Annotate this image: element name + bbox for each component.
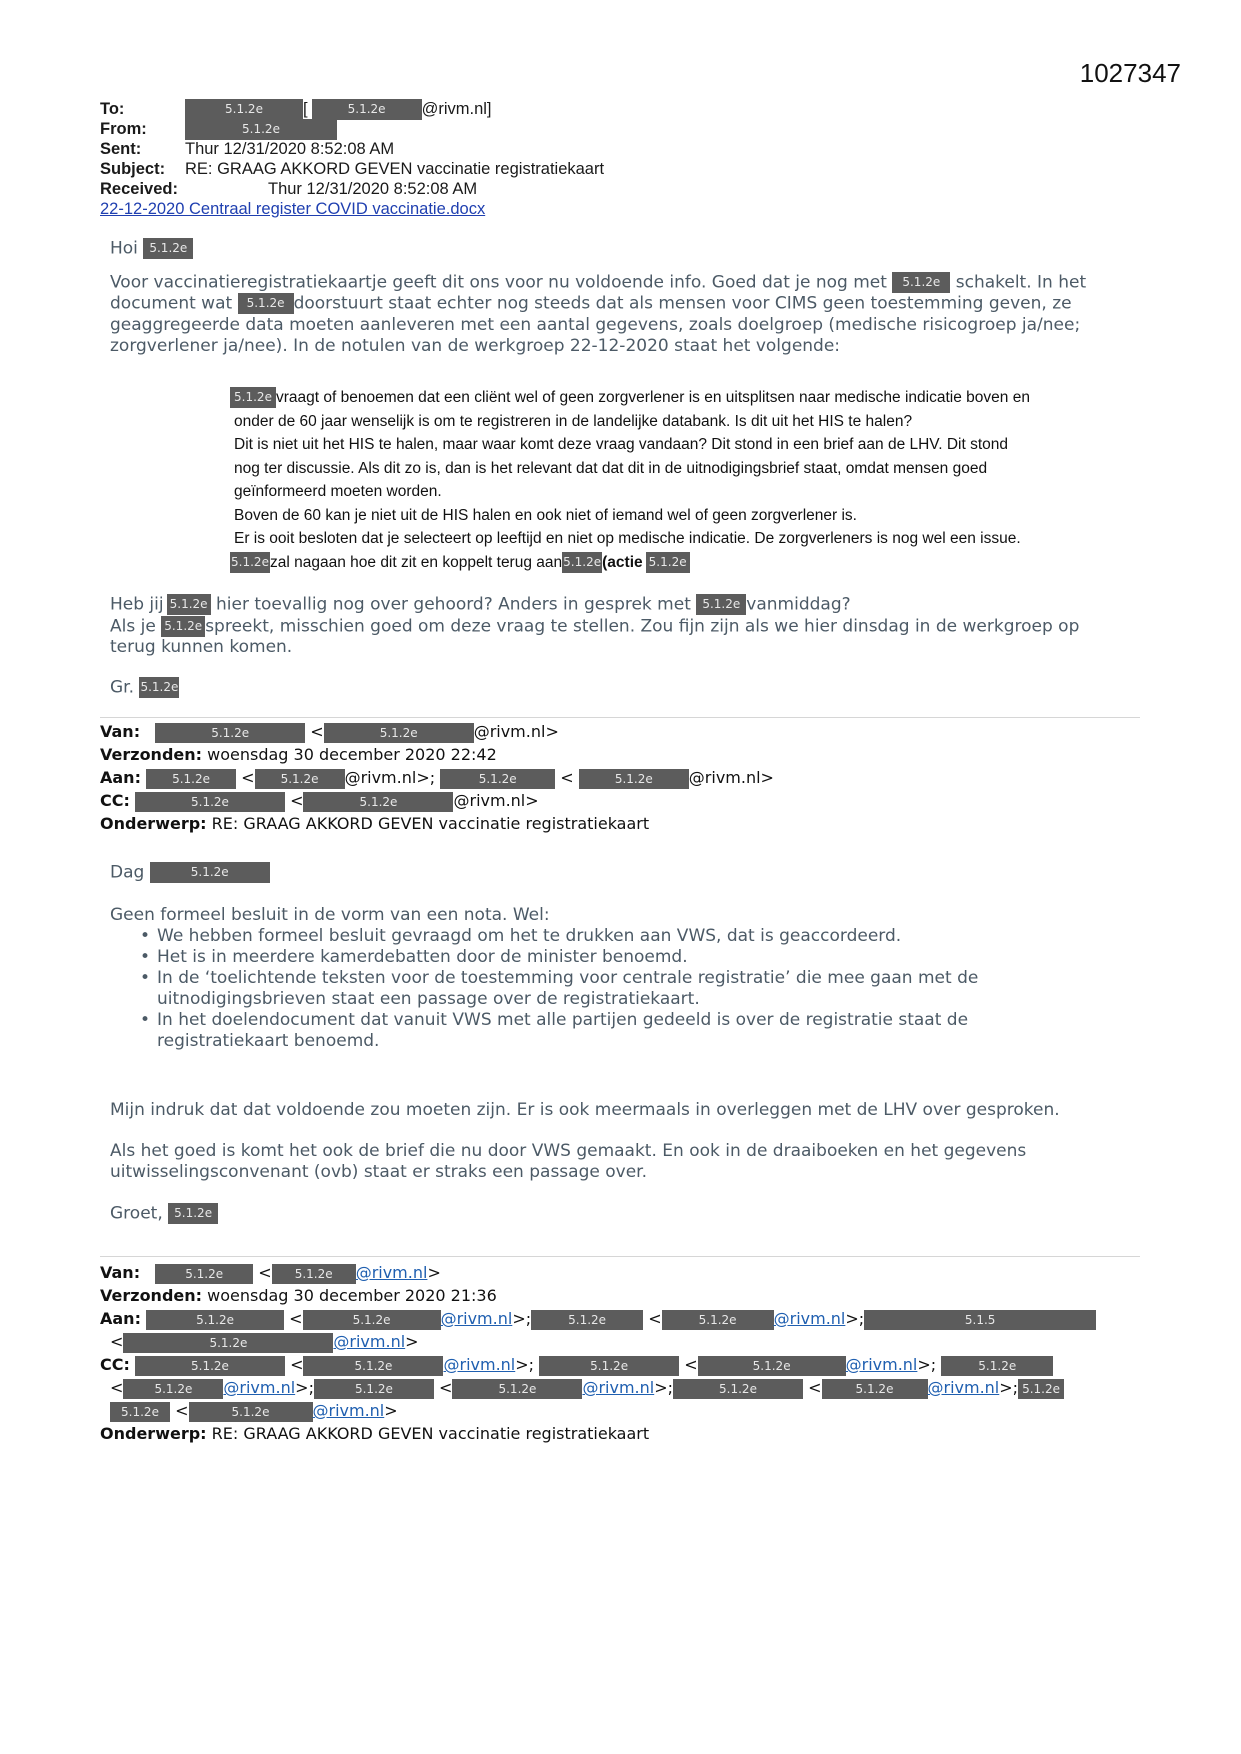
cc-row [100, 789, 774, 812]
redaction: 5.1.2e [185, 119, 337, 140]
redaction: 5.1.2e [698, 1356, 846, 1376]
redaction: 5.1.2e [696, 594, 746, 615]
text: > [405, 1332, 419, 1351]
text: Als je [110, 616, 156, 636]
to-label: To: [100, 100, 125, 118]
received-value: Thur 12/31/2020 8:52:08 AM [268, 180, 478, 198]
redaction: 5.1.2e [161, 616, 205, 637]
text: Heb jij [110, 594, 164, 615]
text: < [289, 1309, 303, 1328]
text: < [808, 1378, 822, 1397]
text: >; [654, 1378, 673, 1397]
paragraph: Als het goed is komt het ook de brief die nu door VWS gemaakt. En ook in de draaiboeken en het gegevens [110, 1140, 1027, 1161]
quote-line: onder de 60 jaar wenselijk is om te registreren in de landelijke databank. Is dit uit het HIS te halen? [234, 412, 913, 430]
redaction: 5.1.2e [892, 272, 950, 293]
subject-value: RE: GRAAG AKKORD GEVEN vaccinatie registratiekaart [185, 160, 605, 178]
email-header [100, 99, 604, 219]
text: spreekt, misschien goed om deze vraag te stellen. Zou fijn zijn als we hier dinsdag in de werkgroep op [205, 616, 1080, 636]
list-item: • Het is in meerdere kamerdebatten door de minister benoemd. [157, 947, 1140, 968]
redaction: 5.1.2e [155, 1264, 253, 1284]
aan-label: Aan: [100, 768, 141, 787]
text: schakelt. In het [955, 272, 1087, 292]
signoff: Groet, [110, 1203, 163, 1223]
cc-row-continued [100, 1376, 1096, 1399]
quote-line [230, 386, 1130, 410]
cc-label: CC: [100, 791, 130, 810]
to-row [100, 99, 604, 119]
text: document wat [110, 293, 233, 314]
van-row [100, 720, 774, 743]
text: >; [917, 1355, 937, 1374]
email-link[interactable]: @rivm.nl [440, 1309, 513, 1328]
paragraph: Geen formeel besluit in de vorm van een nota. Wel: [110, 904, 550, 925]
paragraph: Mijn indruk dat dat voldoende zou moeten zijn. Er is ook meermaals in overleggen met de LHV over gesproken. [110, 1099, 1060, 1120]
text: < [110, 1332, 124, 1351]
redaction: 5.1.2e [646, 552, 690, 573]
email-link[interactable]: @rivm.nl [355, 1263, 428, 1282]
redaction: 5.1.5 [864, 1310, 1096, 1330]
list-item: • We hebben formeel besluit gevraagd om het te drukken aan VWS, dat is geaccordeerd. [157, 926, 1140, 947]
redaction: 5.1.2e [143, 238, 193, 259]
text: < [560, 768, 574, 787]
attachment-link[interactable]: 22-12-2020 Centraal register COVID vaccinatie.docx [100, 200, 486, 218]
redaction: 5.1.2e [123, 1379, 223, 1399]
redaction: 5.1.2e [135, 792, 285, 812]
to-bracket: [ [303, 100, 308, 118]
text: > [384, 1401, 398, 1420]
aan-row [100, 766, 774, 789]
text: < [648, 1309, 662, 1328]
email-link[interactable]: @rivm.nl [582, 1378, 655, 1397]
redaction: 5.1.2e [452, 1379, 582, 1399]
redaction: 5.1.2e [303, 1356, 443, 1376]
redaction: 5.1.2e [167, 594, 211, 615]
received-label: Received: [100, 180, 178, 198]
redaction: 5.1.2e [135, 1356, 285, 1376]
text: zal nagaan hoe dit zit en koppelt terug aan [270, 553, 563, 571]
greeting: Dag [110, 862, 145, 883]
text: doorstuurt staat echter nog steeds dat als mensen voor CIMS geen toestemming geven, ze [293, 293, 1072, 314]
redaction: 5.1.2e [146, 769, 236, 789]
aan-row-continued [100, 1330, 1096, 1353]
redaction: 5.1.2e [168, 1203, 218, 1224]
greeting: Hoi [110, 238, 138, 259]
redaction: 5.1.2e [238, 293, 294, 314]
paragraph [110, 594, 1140, 616]
bullet-list [110, 926, 1140, 1052]
forward-header-2 [100, 1261, 1096, 1445]
redaction: 5.1.2e [673, 1379, 803, 1399]
email-body-2 [110, 862, 1140, 1224]
signoff-line [110, 677, 1140, 699]
email-body-1-continued [110, 594, 1140, 699]
text: @rivm.nl> [453, 791, 539, 810]
cc-label: CC: [100, 1355, 130, 1374]
greeting-line [110, 238, 1140, 260]
van-row [100, 1261, 1096, 1284]
document-number: 1027347 [1079, 58, 1181, 88]
redaction: 5.1.2e [230, 387, 276, 408]
redaction: 5.1.2e [230, 552, 270, 573]
paragraph: zorgverlener ja/nee). In de notulen van de werkgroep 22-12-2020 staat het volgende: [110, 335, 841, 356]
redaction: 5.1.2e [531, 1310, 643, 1330]
redaction: 5.1.2e [662, 1310, 774, 1330]
redaction: 5.1.2e [255, 769, 345, 789]
subject-row [100, 159, 604, 179]
email-link[interactable]: @rivm.nl [443, 1355, 516, 1374]
redaction: 5.1.2e [579, 769, 689, 789]
verzonden-row [100, 743, 774, 766]
redaction: 5.1.2e [1018, 1379, 1064, 1399]
sent-value: Thur 12/31/2020 8:52:08 AM [185, 140, 395, 158]
redaction: 5.1.2e [110, 1402, 170, 1422]
email-link[interactable]: @rivm.nl [223, 1378, 296, 1397]
text: < [439, 1378, 453, 1397]
verzonden-value: woensdag 30 december 2020 21:36 [207, 1286, 497, 1305]
redaction: 5.1.2e [562, 552, 602, 573]
paragraph: uitwisselingsconvenant (ovb) staat er straks een passage over. [110, 1161, 647, 1182]
text: < [310, 722, 324, 741]
aan-row [100, 1307, 1096, 1330]
text: > [427, 1263, 441, 1282]
quote-line: Er is ooit besloten dat je selecteert op leeftijd en niet op medische indicatie. De zorgverleners is nog wel een issue. [234, 530, 1021, 547]
text: vanmiddag? [746, 594, 851, 615]
onderwerp-value: RE: GRAAG AKKORD GEVEN vaccinatie registratiekaart [211, 1424, 650, 1443]
verzonden-row [100, 1284, 1096, 1307]
text: >; [845, 1309, 865, 1328]
text: >; [295, 1378, 314, 1397]
redaction: 5.1.2e [440, 769, 555, 789]
cc-row [100, 1353, 1096, 1376]
signoff: Gr. [110, 677, 135, 698]
paragraph: geaggregeerde data moeten aanleveren met een aantal gegevens, zoals doelgroep (medische risicogroep ja/nee; [110, 314, 1081, 335]
redaction: 5.1.2e [314, 1379, 434, 1399]
email-link[interactable]: @rivm.nl [773, 1309, 846, 1328]
text: >; [999, 1378, 1019, 1397]
redaction: 5.1.2e [303, 792, 453, 812]
text: < [241, 768, 255, 787]
text: < [258, 1263, 272, 1282]
quote-line: nog ter discussie. Als dit zo is, dan is het relevant dat dat dit in de uitnodigingsbrief staat, omdat mensen goed [234, 459, 988, 477]
list-item: • In het doelendocument dat vanuit VWS met alle partijen gedeeld is over de registratie staat de registratiekaart benoemd. [157, 1010, 1047, 1052]
redaction: 5.1.2e [146, 1310, 284, 1330]
quote-line: geïnformeerd moeten worden. [234, 483, 442, 500]
separator [100, 717, 1140, 718]
redaction: 5.1.2e [150, 862, 270, 883]
signoff-line [110, 1203, 1140, 1225]
email-link[interactable]: @rivm.nl [312, 1401, 385, 1420]
cc-row-continued-2 [100, 1399, 1096, 1422]
paragraph [110, 293, 1140, 315]
verzonden-label: Verzonden: [100, 745, 203, 764]
onderwerp-value: RE: GRAAG AKKORD GEVEN vaccinatie registratiekaart [211, 814, 650, 833]
paragraph: terug kunnen komen. [110, 637, 293, 657]
redaction: 5.1.2e [303, 1310, 441, 1330]
redaction: 5.1.2e [312, 99, 422, 120]
onderwerp-label: Onderwerp: [100, 1424, 207, 1443]
redaction: 5.1.2e [822, 1379, 928, 1399]
text: hier toevallig nog over gehoord? Anders in gesprek met [216, 594, 691, 615]
text: vraagt of benoemen dat een cliënt wel of geen zorgverlener is en uitsplitsen naar medische indicatie boven en [276, 389, 1030, 406]
paragraph [110, 272, 1140, 294]
received-row [100, 179, 604, 199]
attachment-row [100, 199, 604, 219]
forward-header-1 [100, 720, 774, 835]
greeting-line [110, 862, 1140, 884]
text: @rivm.nl>; [344, 768, 436, 787]
van-label: Van: [100, 1263, 141, 1282]
text: Voor vaccinatieregistratiekaartje geeft dit ons voor nu voldoende info. Goed dat je nog met [110, 272, 887, 292]
onderwerp-row [100, 812, 774, 835]
from-label: From: [100, 120, 147, 138]
from-row [100, 119, 604, 139]
text: < [684, 1355, 698, 1374]
subject-label: Subject: [100, 160, 166, 178]
onderwerp-row [100, 1422, 1096, 1445]
text: >; [515, 1355, 535, 1374]
quote-line: Dit is niet uit het HIS te halen, maar waar komt deze vraag vandaan? Dit stond in een brief aan de LHV. Dit stond [234, 436, 1009, 453]
sent-label: Sent: [100, 140, 142, 158]
email-link[interactable]: @rivm.nl [927, 1378, 1000, 1397]
quote-line [230, 551, 1130, 575]
text: >; [512, 1309, 532, 1328]
redaction: 5.1.2e [123, 1333, 333, 1353]
email-link[interactable]: @rivm.nl [333, 1332, 406, 1351]
text: @rivm.nl> [688, 768, 774, 787]
text: < [175, 1401, 189, 1420]
van-label: Van: [100, 722, 141, 741]
paragraph [110, 616, 1140, 638]
redaction: 5.1.2e [272, 1264, 356, 1284]
verzonden-value: woensdag 30 december 2020 22:42 [207, 745, 497, 764]
aan-label: Aan: [100, 1309, 141, 1328]
quote-line: Boven de 60 kan je niet uit de HIS halen en ook niet of iemand wel of geen zorgverlener is. [234, 506, 857, 524]
separator [100, 1256, 1140, 1257]
verzonden-label: Verzonden: [100, 1286, 203, 1305]
email-body-1 [110, 238, 1140, 357]
text: @rivm.nl> [473, 722, 559, 741]
redaction: 5.1.2e [324, 723, 474, 743]
email-link[interactable]: @rivm.nl [845, 1355, 918, 1374]
list-item: • In de ‘toelichtende teksten voor de toestemming voor centrale registratie’ die mee gaan met de uitnodigingsbrieven staat een passage over de registratiekaart. [157, 968, 1047, 1010]
text: < [290, 791, 304, 810]
redaction: 5.1.2e [539, 1356, 679, 1376]
sent-row [100, 139, 604, 159]
to-address-suffix: @rivm.nl] [421, 100, 492, 118]
text: < [290, 1355, 304, 1374]
redaction: 5.1.2e [155, 723, 305, 743]
redaction: 5.1.2e [941, 1356, 1053, 1376]
redaction: 5.1.2e [185, 99, 303, 120]
onderwerp-label: Onderwerp: [100, 814, 207, 833]
quoted-minutes [230, 386, 1130, 574]
text: (actie [602, 553, 643, 571]
redaction: 5.1.2e [189, 1402, 313, 1422]
redaction: 5.1.2e [139, 677, 179, 698]
text: < [110, 1378, 124, 1397]
